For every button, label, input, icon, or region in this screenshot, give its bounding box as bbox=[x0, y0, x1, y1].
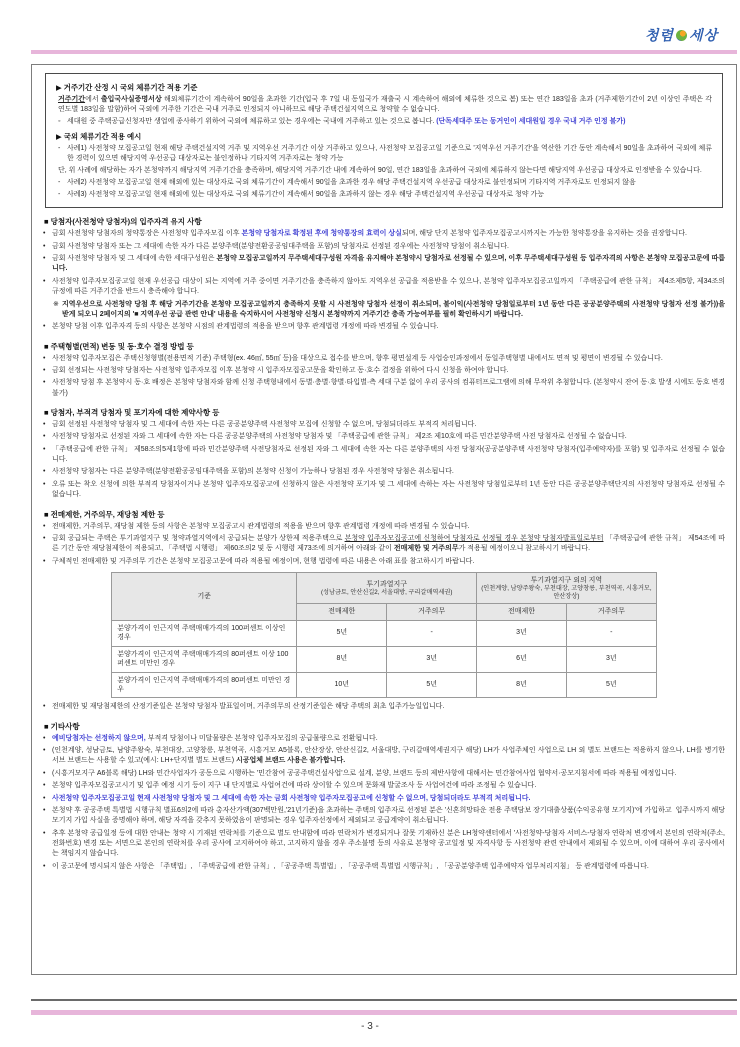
table-row bbox=[112, 672, 657, 698]
bullet-marker: • bbox=[43, 794, 46, 802]
subheader-cell: 전매제한 bbox=[477, 604, 567, 620]
bullet-text bbox=[52, 432, 725, 442]
table-row bbox=[112, 620, 657, 646]
bullet-text bbox=[58, 95, 712, 116]
bullet-marker: - bbox=[58, 178, 61, 186]
row-label: 분양가격이 인근지역 주택매매가격의 80퍼센트 이상 100퍼센트 미만인 경우 bbox=[112, 646, 297, 672]
bullet-item bbox=[56, 190, 712, 200]
bullet-marker: • bbox=[43, 323, 46, 331]
bullet-marker: • bbox=[43, 782, 46, 790]
row-value: 5년 bbox=[297, 620, 387, 646]
section-title: ■ 당첨자, 부적격 당첨자 및 포기자에 대한 제약사항 등 bbox=[44, 408, 220, 418]
section-title: ■ 전매제한, 거주의무, 재당첨 제한 등 bbox=[44, 509, 165, 519]
bullet-marker: - bbox=[58, 144, 61, 152]
text-segment: 본청약 후 공공주택 특별법 시행규칙 별표6의2에 따라 총자산가액(307백만원,'21년기준)을 초과하는 주택의 입주자로 선정된 분은 '신혼희망타운 전용 주택담보 장기대출상품(수익공유형 모기지)'에 가입하고 입주시까지 해당 모기지 가입 사실을 증명해야 하며, 해당 자격을 갖추지 못하였음이 판명되는 경우 입주자선정에서 제외되고 공급계약이 취소됩니다. bbox=[52, 806, 727, 825]
row-label: 분양가격이 인근지역 주택매매가격의 80퍼센트 미만인 경우 bbox=[112, 672, 297, 698]
text-segment: 사전청약 입주자모집공고일 현재 우선공급 대상이 되는 지역에 거주 중이면 거주기간을 충족하지 않아도 지역우선 공급을 적용받을 수 있으나, 본청약 입주자모집공고일까지 「주택공급에 관한 규칙」 제4조제5항, 제34조의 규정에 따른 거주기간을 반드시 충족해야 합니다. bbox=[52, 277, 727, 296]
bullet-text bbox=[52, 242, 725, 252]
bullet-marker: • bbox=[43, 468, 46, 476]
text-segment: 출입국사실증명서상 bbox=[100, 96, 162, 103]
table-body bbox=[112, 620, 657, 698]
bullet-marker: • bbox=[43, 379, 46, 387]
residence-period-info-box bbox=[45, 73, 723, 208]
row-value: 6년 bbox=[477, 646, 567, 672]
bullet-item bbox=[43, 420, 725, 430]
bullet-text bbox=[52, 420, 725, 430]
bullet-item bbox=[43, 806, 725, 827]
text-segment: 오류 또는 착오 신청에 의한 부적격 당첨자이거나 본청약 입주자모집공고에 신청하지 않은 사전청약 포기자 및 그 세대에 속하는 자는 사전청약 당첨일로부터 1년 동안 다른 공공분양주택단지의 사전청약 당첨자로 선정될 수 없습니다. bbox=[52, 480, 727, 499]
text-segment: 사례3) 사전청약 모집공고일 현재 해외에 있는 대상자로 국외 체류기간이 계속해서 90일을 초과하지 않는 경우 해당 주택건설지역 우선공급 대상자로 청약 가능 bbox=[67, 190, 544, 198]
bullet-item bbox=[43, 366, 725, 376]
text-segment: 전매제한 및 거주의무 bbox=[393, 545, 459, 553]
logo-globe-icon bbox=[676, 30, 687, 41]
bullet-text bbox=[52, 702, 725, 712]
bullet-text bbox=[67, 144, 712, 165]
bullet-item bbox=[43, 746, 725, 767]
bullet-marker: • bbox=[43, 829, 46, 837]
bullet-item bbox=[43, 829, 725, 860]
resale-restriction-table-wrap bbox=[111, 572, 657, 698]
text-segment: 단, 위 사례에 해당하는 자가 본청약까지 해당지역 거주기간을 충족하며, 해당지역 거주기간 내에 계속하여 90일, 연간 183일을 초과하여 국외에 체류하지 않는다면 해당지역 우선공급 대상자로 인정받을 수 있습니다. bbox=[58, 166, 702, 174]
text-segment: 해외체류기간이 계속하여 90일을 초과한 기간(입국 후 7일 내 동일국가 재출국 시 계속하여 해외에 체류한 것으로 봄) 또는 연간 183일을 초과 (거주제한기간이 2년 이상인 주택은 각 연도별 183일을 말함)하여 국외에 거주한 기간은 국내 거주로 인정되지 아니하므로 해당 주택건설지역으로 청약할 수 없습니다. bbox=[58, 96, 714, 114]
text-segment: 사례2) 사전청약 모집공고일 현재 해외에 있는 대상자로 국외 체류기간이 계속해서 90일을 초과한 경우 해당 주택건설지역 우선공급 대상자로 불인정되며 기타지역 거주자로도 인정되지 않음 bbox=[67, 178, 636, 186]
bullet-marker: • bbox=[43, 480, 46, 488]
bullet-text bbox=[52, 254, 725, 275]
bullet-marker: - bbox=[58, 190, 61, 198]
text-segment: 금회 사전청약 당첨자 또는 그 세대에 속한 자가 다른 분양주택(분양전환공공임대주택을 포함)의 당첨자로 선정된 경우에는 사전청약 당첨이 취소됩니다. bbox=[52, 242, 509, 250]
footer-rule-gray bbox=[31, 999, 737, 1001]
bullet-item bbox=[43, 229, 725, 239]
text-segment: 추후 본청약 공급일정 등에 대한 안내는 청약 시 기재된 연락처를 기준으로 별도 안내함에 따라 연락처가 변경되거나 잘못 기재하신 분은 LH청약센터에서 '사전청약-당첨자 서비스-당첨자 연락처 변경'에서 본인의 연락처(주소, 전화번호) 변경 또는 서면으로 본인의 연락처를 우리 공사에 고지하여야 하고, 고지하지 않을 경우 주소불명 등의 사유로 본청약 공고일정 및 자격사항 등 사전청약 관련 안내에서 제외될 수 있으며, 이에 대하여 우리 공사에서는 책임지지 않습니다. bbox=[52, 829, 727, 858]
text-segment: 에서 bbox=[85, 96, 101, 103]
bullet-marker: • bbox=[43, 534, 46, 542]
bullet-item bbox=[43, 862, 725, 872]
bullet-item bbox=[43, 557, 725, 567]
row-value: 8년 bbox=[477, 672, 567, 698]
text-segment: 전매제한 및 재당첨제한의 산정기준일은 본청약 당첨자 발표일이며, 거주의무의 산정기준일은 해당 주택의 최초 입주가능일입니다. bbox=[52, 703, 445, 711]
bullet-text bbox=[52, 862, 725, 872]
bullet-marker: • bbox=[43, 433, 46, 441]
text-segment: 전매제한, 거주의무, 재당첨 제한 등의 사항은 본청약 모집공고시 관계법령의 적용을 받으며 향후 관계법령 개정에 따라 변경될 수 있습니다. bbox=[52, 522, 470, 530]
info-section-title: ▶ 거주기간 산정 시 국외 체류기간 적용 기준 bbox=[56, 83, 198, 92]
bullet-text bbox=[52, 445, 725, 466]
bullet-text bbox=[52, 354, 725, 364]
text-segment: 「주택공급에 관한 규칙」 제58조의5제1항에 따라 민간분양주택 사전당첨자로 선정된 자와 그 세대에 속한 자는 다른 분양주택의 사전 당첨자(공공분양주택 사전청약 당첨자(입주예약자)를 포함) 및 입주자로 선정될 수 없습니다. bbox=[52, 445, 725, 464]
section-title: ■ 주택형별(면적) 변동 및 동·호수 결정 방법 등 bbox=[44, 341, 194, 351]
group-regions: (성남금토, 안산신길2, 서울대방, 구리갈매역세권) bbox=[320, 589, 453, 597]
bullet-marker: • bbox=[43, 277, 46, 285]
text-segment: 본청약 입주자모집공고시기 및 입주 예정 시기 등이 지구 내 단지별로 사업여건에 따라 상이할 수 있으며 문화재 발굴조사 등 사업여건에 따라 조정될 수 있습니다. bbox=[52, 782, 537, 790]
bullet-marker: • bbox=[43, 862, 46, 870]
bullet-text bbox=[67, 190, 712, 200]
text-segment: 거주기간 bbox=[58, 96, 86, 103]
text-segment: 본청약 당첨 이후 입주자격 등의 사항은 본청약 시점의 관계법령의 적용을 받으며 향후 관계법령 개정에 따라 변경될 수 있습니다. bbox=[52, 323, 439, 331]
text-segment: 예비당첨자는 선정하지 않으며, bbox=[52, 734, 146, 742]
bullet-text bbox=[52, 366, 725, 376]
text-segment: (단독세대주 또는 동거인이 세대원일 경우 국내 거주 인정 불가) bbox=[436, 118, 626, 126]
text-segment: 사전청약 입주자모집은 주택신청형별(전용면적 기준) 주택형(ex. 46㎡, 55㎡ 등)을 대상으로 접수를 받으며, 향후 평면설계 등 사업승인과정에서 동일주택형별 내에서도 면적 및 평면이 변경될 수 있습니다. bbox=[52, 354, 663, 362]
bullet-item bbox=[43, 522, 725, 532]
bullet-item bbox=[56, 95, 712, 116]
bullet-item bbox=[43, 480, 725, 501]
table-row bbox=[112, 646, 657, 672]
notice-sections bbox=[43, 216, 725, 872]
bullet-text bbox=[52, 829, 725, 860]
section-title: ■ 당첨자(사전청약 당첨자)의 입주자격 유지 사항 bbox=[44, 217, 202, 227]
bullet-marker: • bbox=[43, 747, 46, 755]
bullet-text bbox=[52, 322, 725, 332]
text-segment: 시공업체 브랜드 사용은 불가합니다. bbox=[235, 757, 346, 765]
bullet-marker: • bbox=[43, 230, 46, 238]
table-header-row bbox=[112, 573, 657, 604]
logo bbox=[645, 25, 718, 45]
text-segment: 사전청약 당첨자로 선정된 자와 그 세대에 속한 자는 다른 공공분양주택의 사전청약 당첨자 및 「주택공급에 관한 규칙」 제2조 제10호에 따른 민간분양주택 사전 당첨자로 선정될 수 없습니다. bbox=[52, 433, 627, 441]
bullet-text bbox=[52, 806, 725, 827]
logo-text-right: 세상 bbox=[688, 27, 718, 43]
bullet-marker: • bbox=[43, 366, 46, 374]
bullet-text bbox=[52, 480, 725, 501]
bullet-item bbox=[43, 734, 725, 744]
text-segment: 사전청약 당첨자는 다른 분양주택(분양전환공공임대주택을 포함)의 본청약 신청이 가능하나 당첨된 경우 사전청약 당첨은 취소됩니다. bbox=[52, 468, 454, 476]
row-value: 3년 bbox=[387, 646, 477, 672]
bullet-item bbox=[43, 781, 725, 791]
content-frame bbox=[31, 64, 737, 975]
row-value: - bbox=[387, 620, 477, 646]
subheader-cell: 거주의무 bbox=[566, 604, 656, 620]
bullet-text bbox=[52, 746, 725, 767]
group-name: 투기과열지구 bbox=[366, 580, 407, 588]
table-head bbox=[112, 573, 657, 621]
bullet-marker: • bbox=[43, 769, 46, 777]
bullet-item bbox=[43, 794, 725, 804]
bullet-text bbox=[52, 794, 725, 804]
header-group bbox=[477, 573, 657, 604]
bullet-text bbox=[52, 277, 725, 298]
bullet-item bbox=[56, 117, 712, 127]
text-segment: 본청약 모집공고일까지 무주택세대구성원 자격을 유지해야 본청약시 당첨자로 선정될 수 있으며, 이후 무주택세대구성원 등 입주자격의 사항은 본청약 모집공고문에 따릅니다. bbox=[52, 255, 725, 273]
bullet-item bbox=[43, 378, 725, 399]
bullet-item bbox=[43, 445, 725, 466]
bullet-item bbox=[43, 534, 725, 555]
row-value: 5년 bbox=[387, 672, 477, 698]
bullet-item bbox=[43, 467, 725, 477]
text-segment: 본청약 당첨자로 확정된 후에 청약통장의 효력이 상실 bbox=[241, 230, 402, 238]
text-segment: 본청약 입주자모집공고에 신청하여 당첨자로 선정될 경우 본청약 당첨자발표일로부터 bbox=[344, 534, 604, 542]
bullet-item bbox=[43, 354, 725, 364]
bullet-marker: • bbox=[43, 445, 46, 453]
bullet-text bbox=[52, 734, 725, 744]
bullet-item bbox=[43, 322, 725, 332]
bullet-marker: • bbox=[43, 703, 46, 711]
text-segment: 사전청약 입주자모집공고일 현재 사전청약 당첨자 및 그 세대에 속한 자는 금회 사전청약 입주자모집공고에 신청할 수 없으며, 당첨되더라도 부적격 처리됩니다. bbox=[52, 794, 531, 802]
subheader-cell: 전매제한 bbox=[297, 604, 387, 620]
bullet-text bbox=[52, 229, 725, 239]
text-segment: 세대원 중 주택공급신청자만 생업에 종사하기 위하여 국외에 체류하고 있는 경우에는 국내에 거주하고 있는 것으로 봅니다. bbox=[67, 118, 437, 126]
bullet-text bbox=[67, 117, 712, 127]
bullet-text bbox=[52, 522, 725, 532]
header-criteria: 기준 bbox=[112, 573, 297, 621]
row-value: - bbox=[566, 620, 656, 646]
bullet-marker: ◦ bbox=[58, 118, 61, 126]
bullet-text bbox=[58, 166, 712, 176]
row-value: 10년 bbox=[297, 672, 387, 698]
text-segment: 되며, 해당 단지 본청약 입주자모집공고시까지는 가능한 청약통장을 유지하는 것을 권장합니다. bbox=[401, 230, 687, 238]
bullet-text bbox=[52, 534, 725, 555]
bullet-text bbox=[52, 467, 725, 477]
text-segment: (시흥거모지구 A6블록 해당) LH와 민간사업자가 공동으로 시행하는 '민간참여 공공주택건설사업'으로 설계, 분양, 브랜드 등의 제반사항에 대해서는 민간참여사업 협약서·공모지침서에 따라 적용될 예정입니다. bbox=[52, 769, 677, 777]
bullet-text bbox=[52, 557, 725, 567]
row-value: 3년 bbox=[477, 620, 567, 646]
header-group bbox=[297, 573, 477, 604]
bullet-marker: • bbox=[43, 557, 46, 565]
bullet-marker: • bbox=[43, 734, 46, 742]
bullet-marker: • bbox=[43, 255, 46, 263]
bullet-item bbox=[56, 178, 712, 188]
bullet-item bbox=[43, 702, 725, 712]
bullet-text bbox=[52, 769, 725, 779]
row-value: 5년 bbox=[566, 672, 656, 698]
bullet-text bbox=[67, 178, 712, 188]
bullet-text bbox=[52, 781, 725, 791]
text-segment: 지역우선으로 사전청약 당첨 후 해당 거주기간을 본청약 모집공고일까지 충족하지 못할 시 사전청약 당첨자 선정이 취소되며, 불이익(사전청약 당첨일로부터 1년 동안 다른 공공분양주택의 사전청약 당첨자 선정 불가))을 받게 되오니 2페이지의 '■ 지역우선 공급 관련 안내' 내용을 숙지하시어 사전청약 신청시 본청약까지 거주기간 충족 가능여부를 필히 확인하시기 바랍니다. bbox=[62, 300, 727, 318]
text-segment: 금회 선정되는 사전청약 당첨자는 사전청약 입주자모집 이후 본청약 시 입주자모집공고문을 확인하고 동·호수 결정을 위하여 다시 신청을 하여야 합니다. bbox=[52, 366, 509, 374]
row-value: 8년 bbox=[297, 646, 387, 672]
info-section-title: ▶ 국외 체류기간 적용 예시 bbox=[56, 131, 142, 141]
bullet-text bbox=[62, 300, 725, 321]
footer-rule-pink bbox=[31, 1010, 737, 1015]
page-number: - 3 - bbox=[361, 1021, 379, 1032]
header-rule-pink bbox=[31, 50, 737, 54]
text-segment: 금회 공급되는 주택은 투기과열지구 및 청약과열지역에서 공급되는 분양가 상한제 적용주택으로 bbox=[52, 534, 345, 542]
text-segment: 「주택공급에 관한 규칙」 제54조에 따른 기간 동안 재당첨제한이 적용되고, 「주택법 시행령」 제60조의2 및 동 시행령 제73조에 의거하여 아래와 같이 bbox=[52, 534, 726, 553]
bullet-marker: • bbox=[43, 421, 46, 429]
bullet-marker: • bbox=[43, 242, 46, 250]
bullet-item bbox=[43, 242, 725, 252]
bullet-item bbox=[56, 166, 712, 176]
text-segment: 부적격 당첨이나 미달물량은 본청약 입주자모집의 공급물량으로 전환됩니다. bbox=[145, 734, 378, 742]
bullet-marker: • bbox=[43, 522, 46, 530]
text-segment: 가 적용될 예정이오니 참고하시기 바랍니다. bbox=[458, 545, 591, 553]
bullet-marker: ※ bbox=[53, 300, 59, 308]
text-segment: 금회 선정된 사전청약 당첨자 및 그 세대에 속한 자는 다른 공공분양주택 사전청약 모집에 신청할 수 없으며, 당첨되더라도 부적격 처리됩니다. bbox=[52, 421, 477, 429]
bullet-item bbox=[43, 432, 725, 442]
group-name: 투기과열지구 외의 지역 bbox=[530, 577, 603, 584]
text-segment: 사전청약 당첨 후 본청약시 동·호 배정은 본청약 당첨자와 함께 신청 주택형내에서 동별·층별·향별·타입별·측 세대 구분 없이 우리 공사의 컴퓨터프로그램에 의해 무작위 추첨합니다. (본청약시 잔여 동·호 발생 시에도 동호 변경불가) bbox=[52, 379, 725, 397]
bullet-item bbox=[43, 769, 725, 779]
bullet-item bbox=[56, 144, 712, 165]
text-segment: 금회 사전청약 당첨자의 청약통장은 사전청약 입주자모집 이후 bbox=[52, 230, 242, 238]
bullet-item bbox=[43, 254, 725, 275]
bullet-text bbox=[52, 378, 725, 399]
bullet-marker: • bbox=[43, 806, 46, 814]
group-regions: (인천계양, 남양주왕숙, 부천대장, 고양창릉, 부천역곡, 시흥거모, 안산장상) bbox=[481, 585, 652, 600]
text-segment: 사례1) 사전청약 모집공고일 현재 해당 주택건설지역 거주 및 지역우선 거주기간 이상 거주하고 있으나, 사전청약 모집공고일 기준으로 '지역우선 거주기간'을 역산한 기간 동안 계속해서 90일을 초과하여 국외에 체류한 경력이 있으면 해당지역 우선공급 대상자로는 불인정하나 기타지역 거주자로는 청약 가능 bbox=[67, 144, 712, 162]
resale-restriction-table bbox=[111, 572, 657, 698]
logo-text-left: 청렴 bbox=[644, 27, 674, 43]
text-segment: 구체적인 전매제한 및 거주의무 기간은 본청약 모집공고문에 따라 적용될 예정이며, 현행 법령에 따른 내용은 아래 표를 참고하시기 바랍니다. bbox=[52, 557, 475, 565]
subheader-cell: 거주의무 bbox=[387, 604, 477, 620]
text-segment: (인천계양, 성남금토, 남양주왕숙, 부천대장, 고양창릉, 부천역곡, 시흥거모 A5블록, 안산장상, 안산신길2, 서울대방, 구리갈매역세권지구 해당) LH가 사업주체인 사업으로 LH 외 별도 브랜드는 적용하지 않으나, LH를 병기한 서브 브랜드는 사용할 수 있고(예시: LH+단지별 별도 브랜드) bbox=[52, 747, 727, 765]
section-title: ■ 기타사항 bbox=[44, 721, 80, 731]
bullet-marker: • bbox=[43, 354, 46, 362]
row-label: 분양가격이 인근지역 주택매매가격의 100퍼센트 이상인 경우 bbox=[112, 620, 297, 646]
text-segment: 이 공고문에 명시되지 않은 사항은 「주택법」, 「주택공급에 관한 규칙」, 「공공주택 특별법」, 「공공주택 특별법 시행규칙」, 「공공분양주택 입주예약자 업무처리지침」 등 관계법령에 따릅니다. bbox=[52, 862, 649, 870]
row-value: 3년 bbox=[566, 646, 656, 672]
bullet-item bbox=[43, 277, 725, 298]
text-segment: 금회 사전청약 당첨자 및 그 세대에 속한 세대구성원은 bbox=[52, 255, 217, 263]
bullet-item bbox=[43, 300, 725, 321]
